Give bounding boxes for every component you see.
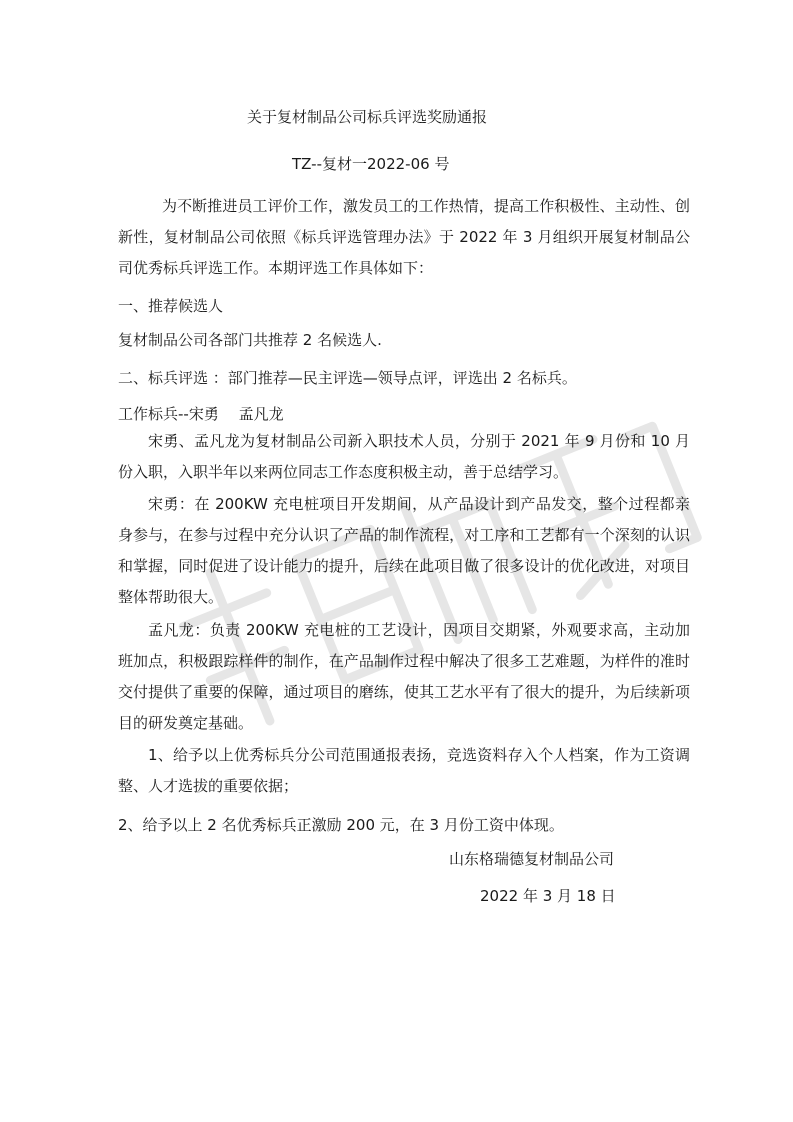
reward-2: 2、给予以上 2 名优秀标兵正激励 200 元，在 3 月份工资中体现。 bbox=[118, 816, 564, 834]
meng-paragraph: 孟凡龙：负责 200KW 充电桩的工艺设计，因项目交期紧，外观要求高，主动加班加点，积极跟踪样件的制作，在产品制作过程中解决了很多工艺难题，为样件的准时交付提供了重要的保障，通过项目的磨练，使其工艺水平有了很大的提升，为后续新项目的研发奠定基础。 bbox=[118, 621, 690, 732]
signature: 山东格瑞德复材制品公司 bbox=[449, 850, 615, 868]
section1-heading: 一、推荐候选人 bbox=[118, 297, 224, 315]
section2-heading: 二、标兵评选 ：部门推荐—民主评选—领导点评，评选出 2 名标兵。 bbox=[118, 369, 577, 387]
document-date: 2022 年 3 月 18 日 bbox=[480, 887, 616, 905]
intro-paragraph: 为不断推进员工评价工作，激发员工的工作热情，提高工作积极性、主动性、创新性，复材制品公司依照《标兵评选管理办法》于 2022 年 3 月组织开展复材制品公司优秀标兵评选工作。本期评选工作具体如下： bbox=[118, 197, 690, 277]
song-paragraph: 宋勇：在 200KW 充电桩项目开发期间，从产品设计到产品发交，整个过程都亲身参与，在参与过程中充分认识了产品的制作流程，对工序和工艺都有一个深刻的认识和掌握，同时促进了设计能力的提升，后续在此项目做了很多设计的优化改进，对项目整体帮助很大。 bbox=[118, 495, 690, 606]
section1-text: 复材制品公司各部门共推荐 2 名候选人. bbox=[118, 331, 382, 349]
bio-paragraph: 宋勇、孟凡龙为复材制品公司新入职技术人员，分别于 2021 年 9 月份和 10 月份入职，入职半年以来两位同志工作态度积极主动，善于总结学习。 bbox=[118, 432, 690, 481]
reward-1: 1、给予以上优秀标兵分公司范围通报表扬，竞选资料存入个人档案，作为工资调整、人才选拔的重要依据； bbox=[118, 746, 690, 795]
document-title: 关于复材制品公司标兵评选奖励通报 bbox=[247, 108, 488, 126]
document-number: TZ--复材一2022-06 号 bbox=[292, 155, 450, 173]
work-model-heading: 工作标兵--宋勇 孟凡龙 bbox=[118, 405, 284, 423]
